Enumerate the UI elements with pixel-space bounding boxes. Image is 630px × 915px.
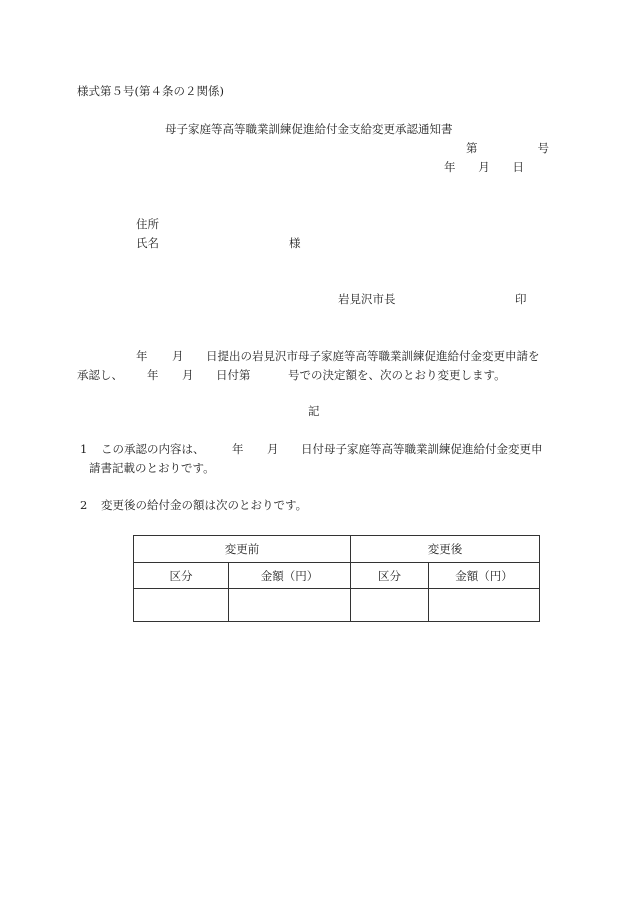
issue-date-month: 月 xyxy=(478,160,490,174)
form-number: 様式第５号(第４条の２関係) xyxy=(77,84,224,98)
item-1-month: 月 xyxy=(267,442,279,456)
ki-heading: 記 xyxy=(308,404,320,418)
table-group-header-row xyxy=(134,536,540,563)
table-header-category-after: 区分 xyxy=(351,563,429,589)
issue-date-year: 年 xyxy=(444,160,456,174)
document-title: 母子家庭等高等職業訓練促進給付金支給変更承認通知書 xyxy=(165,122,453,136)
table-header-amount-before: 金額（円） xyxy=(229,563,351,589)
issue-date-day: 日 xyxy=(512,160,524,174)
table-cell-category-before xyxy=(134,589,229,622)
table-cell-amount-before xyxy=(229,589,351,622)
table-column-header-row xyxy=(134,563,540,589)
table-header-after: 変更後 xyxy=(351,536,540,563)
recipient-address-label: 住所 xyxy=(136,217,159,231)
table-row xyxy=(134,589,540,622)
body-line-1-month: 月 xyxy=(172,349,184,363)
recipient-honorific: 様 xyxy=(289,236,301,250)
recipient-name-label: 氏名 xyxy=(136,236,159,250)
issue-date xyxy=(444,162,524,174)
item-2-number: 2 xyxy=(80,498,88,512)
body-line-2-date-number: 日付第 xyxy=(216,368,251,382)
body-line-2-month: 月 xyxy=(182,368,194,382)
issuer-seal: 印 xyxy=(515,292,527,306)
body-line-2-start: 承認し、 xyxy=(77,368,123,382)
item-2-text: 変更後の給付金の額は次のとおりです。 xyxy=(101,498,308,512)
item-1-continuation: 請書記載のとおりです。 xyxy=(89,461,215,475)
item-1-year: 年 xyxy=(232,442,244,456)
item-1-text: 日付母子家庭等高等職業訓練促進給付金変更申 xyxy=(301,442,543,456)
document-number-suffix: 号 xyxy=(537,141,549,155)
document-number xyxy=(466,143,549,155)
issuer-title: 岩見沢市長 xyxy=(338,292,396,306)
item-1-number: 1 xyxy=(80,442,88,456)
table-header-amount-after: 金額（円） xyxy=(429,563,540,589)
body-line-2 xyxy=(77,370,507,384)
document-number-prefix: 第 xyxy=(466,141,478,155)
table-cell-category-after xyxy=(351,589,429,622)
table-header-before: 変更前 xyxy=(134,536,351,563)
body-line-2-year: 年 xyxy=(147,368,159,382)
table-cell-amount-after xyxy=(429,589,540,622)
body-line-2-end: 号での決定額を、次のとおり変更します。 xyxy=(288,368,506,382)
body-line-1-year: 年 xyxy=(136,349,148,363)
item-1-intro: この承認の内容は、 xyxy=(101,442,205,456)
body-line-1-text: 日提出の岩見沢市母子家庭等高等職業訓練促進給付金変更申請を xyxy=(206,349,540,363)
amount-change-table xyxy=(133,535,540,622)
body-line-1 xyxy=(136,351,548,365)
table-header-category-before: 区分 xyxy=(134,563,229,589)
